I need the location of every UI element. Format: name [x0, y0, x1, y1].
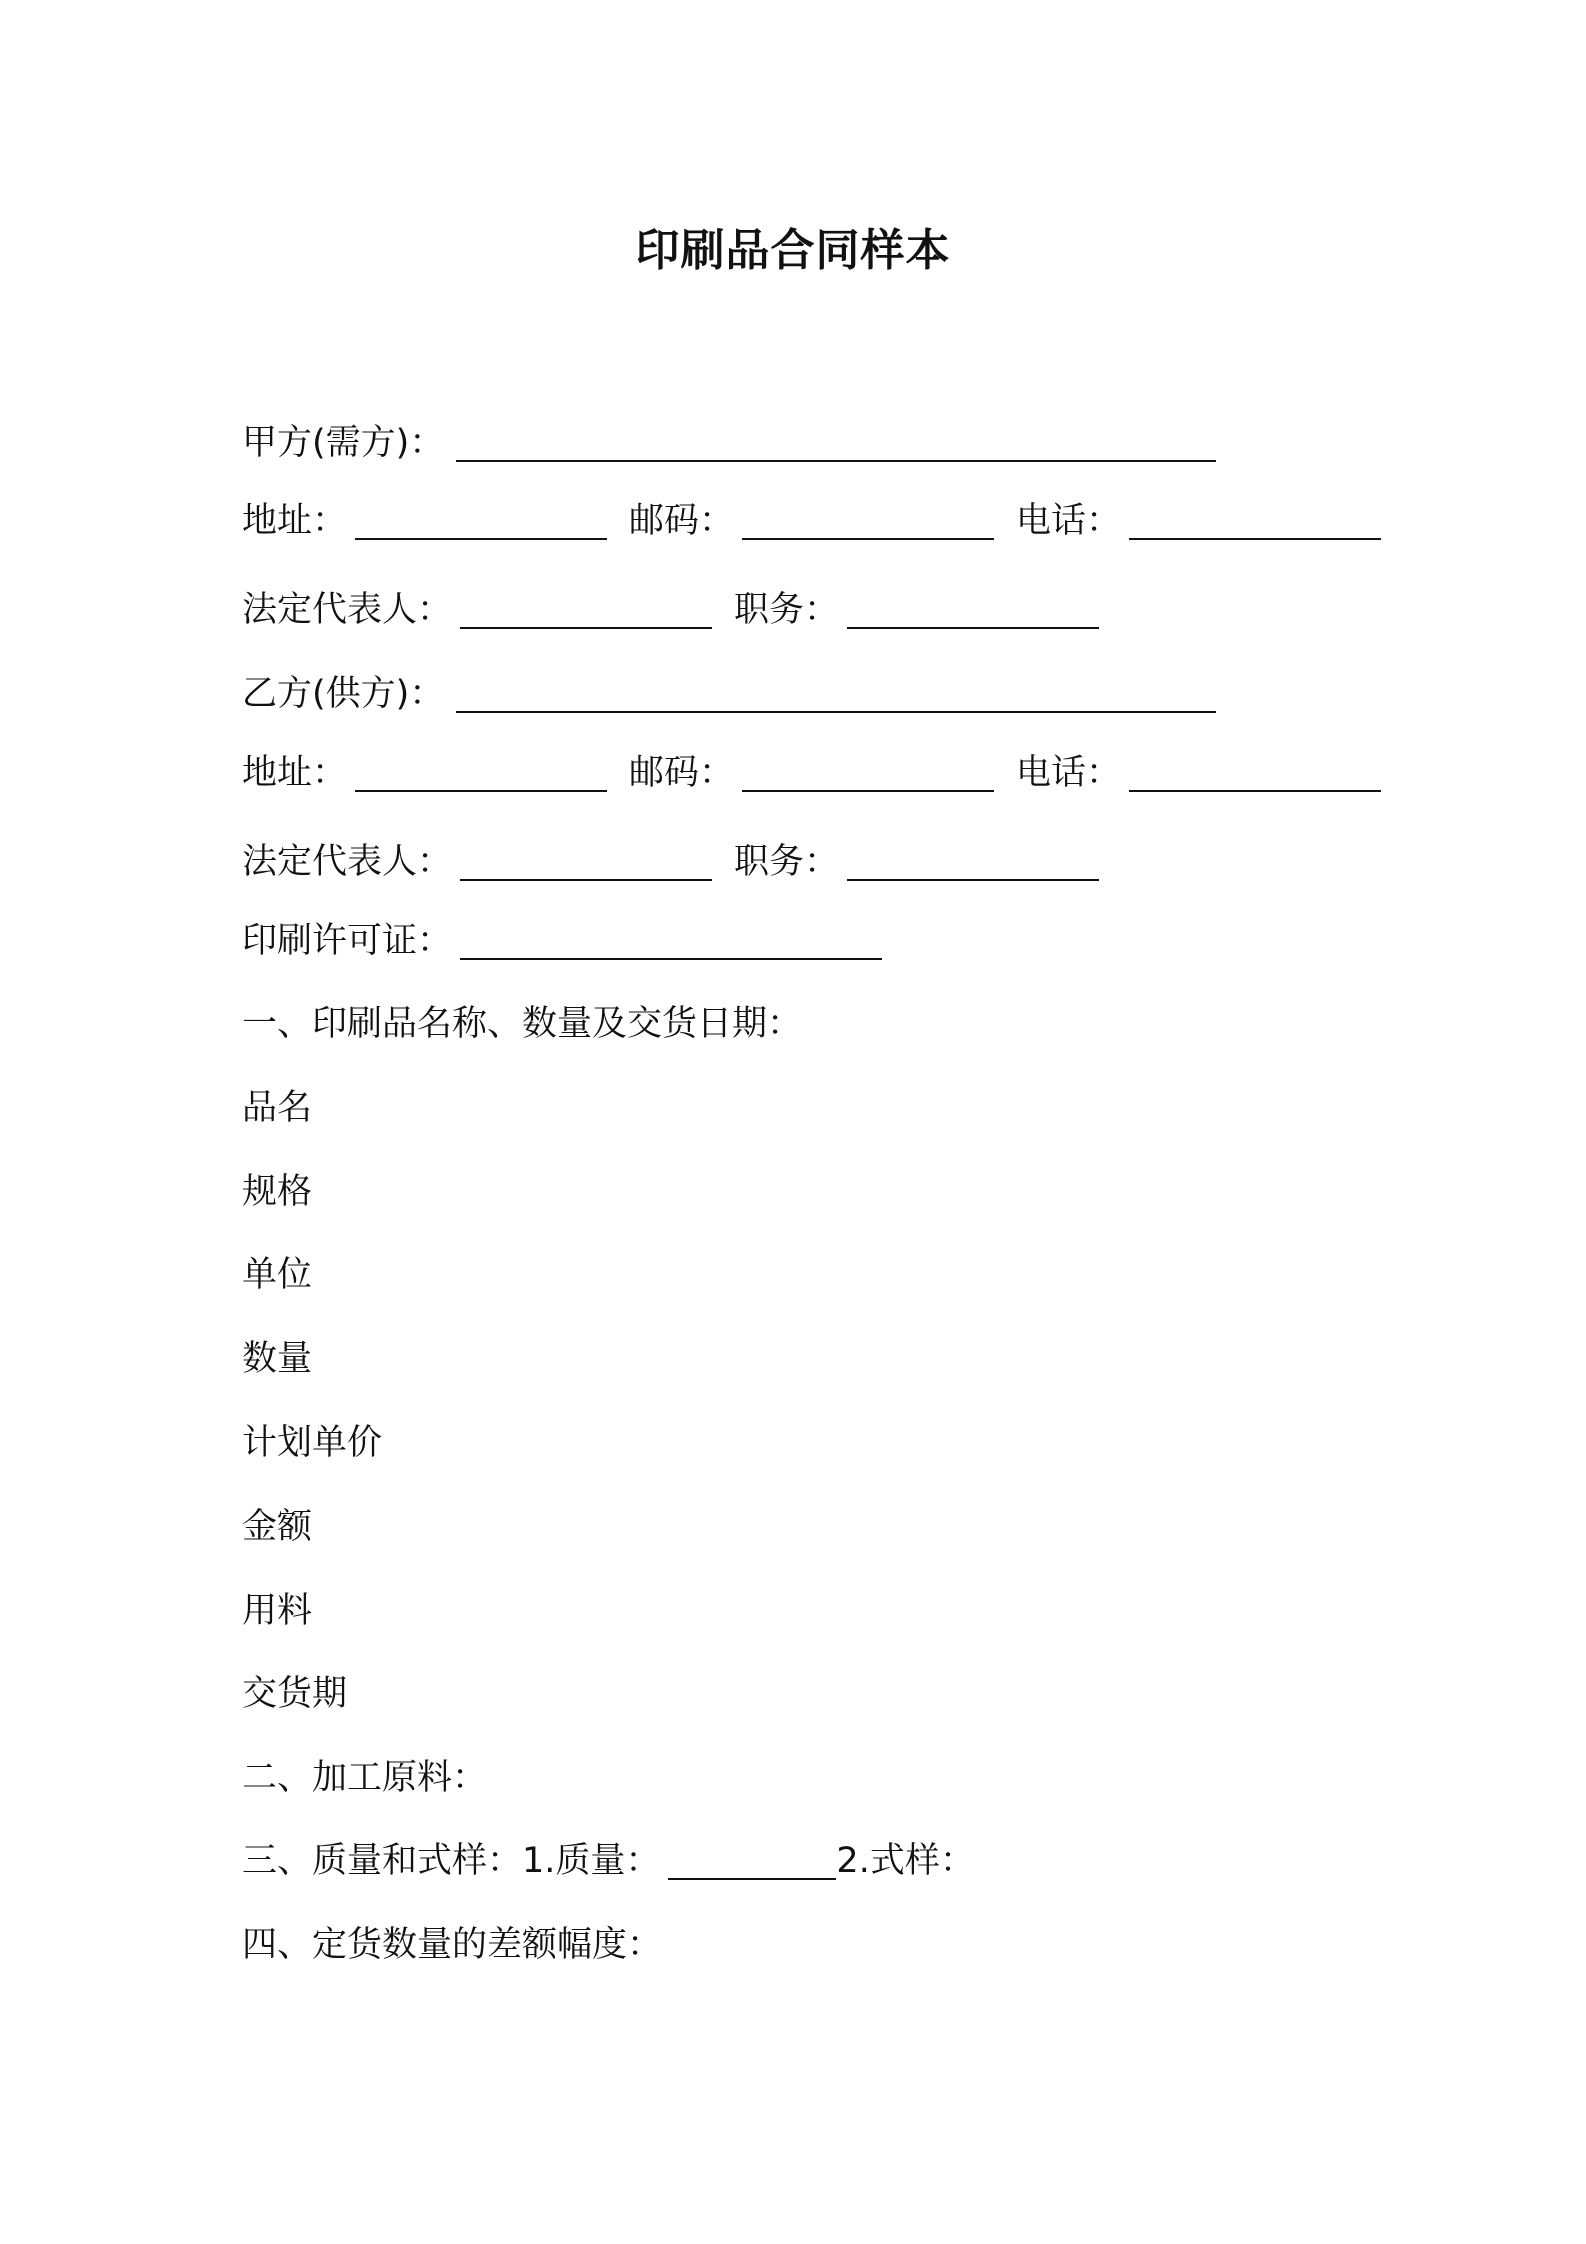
document-title: 印刷品合同样本 [635, 225, 951, 276]
party-a-postcode-label: 邮码： [629, 501, 735, 541]
party-b-postcode-label: 邮码： [629, 753, 735, 793]
party-b-contact-row [242, 748, 1381, 798]
party-b-position-blank[interactable] [847, 839, 1099, 881]
party-b-address-blank[interactable] [355, 750, 607, 792]
section3-heading: 三、质量和式样： [242, 1841, 523, 1881]
party-b-position-label: 职务： [734, 842, 840, 882]
party-b-phone-blank[interactable] [1129, 750, 1381, 792]
section1-item: 计划单价 [242, 1423, 383, 1463]
party-b-phone-label: 电话： [1016, 753, 1122, 793]
party-a-rep-label: 法定代表人： [242, 590, 453, 630]
party-a-contact-row [242, 496, 1381, 546]
section2-heading: 二、加工原料： [242, 1758, 488, 1798]
party-b-license-blank[interactable] [460, 918, 882, 960]
section3-quality-label: 1.质量： [522, 1841, 661, 1881]
section3-style-label: 2.式样： [836, 1841, 975, 1881]
party-a-row [242, 418, 1216, 468]
party-b-license-row [242, 916, 882, 966]
party-b-rep-label: 法定代表人： [242, 842, 453, 882]
section1-heading: 一、印刷品名称、数量及交货日期： [242, 1004, 803, 1044]
party-b-address-label: 地址： [242, 753, 348, 793]
section1-item: 用料 [242, 1591, 313, 1631]
party-b-blank[interactable] [456, 671, 1216, 713]
party-a-rep-row [242, 585, 1099, 635]
party-a-position-blank[interactable] [847, 587, 1099, 629]
party-b-rep-row [242, 837, 1099, 887]
party-a-blank[interactable] [456, 420, 1216, 462]
party-a-position-label: 职务： [734, 590, 840, 630]
party-b-row [242, 669, 1216, 719]
section1-item: 交货期 [242, 1674, 348, 1714]
party-b-license-label: 印刷许可证： [242, 921, 453, 961]
section1-item: 品名 [242, 1088, 313, 1128]
party-a-label: 甲方(需方)： [242, 423, 445, 463]
section1-item: 数量 [242, 1339, 313, 1379]
party-a-postcode-blank[interactable] [742, 498, 994, 540]
section1-item: 单位 [242, 1255, 313, 1295]
party-a-phone-label: 电话： [1016, 501, 1122, 541]
party-b-rep-blank[interactable] [460, 839, 712, 881]
party-a-address-blank[interactable] [355, 498, 607, 540]
section1-item: 金额 [242, 1507, 313, 1547]
section4-heading: 四、定货数量的差额幅度： [242, 1925, 663, 1965]
party-b-label: 乙方(供方)： [242, 674, 445, 714]
party-a-phone-blank[interactable] [1129, 498, 1381, 540]
section3-quality-blank[interactable] [668, 1838, 836, 1880]
section1-item: 规格 [242, 1172, 313, 1212]
section3-row [242, 1836, 975, 1886]
party-a-address-label: 地址： [242, 501, 348, 541]
party-b-postcode-blank[interactable] [742, 750, 994, 792]
party-a-rep-blank[interactable] [460, 587, 712, 629]
